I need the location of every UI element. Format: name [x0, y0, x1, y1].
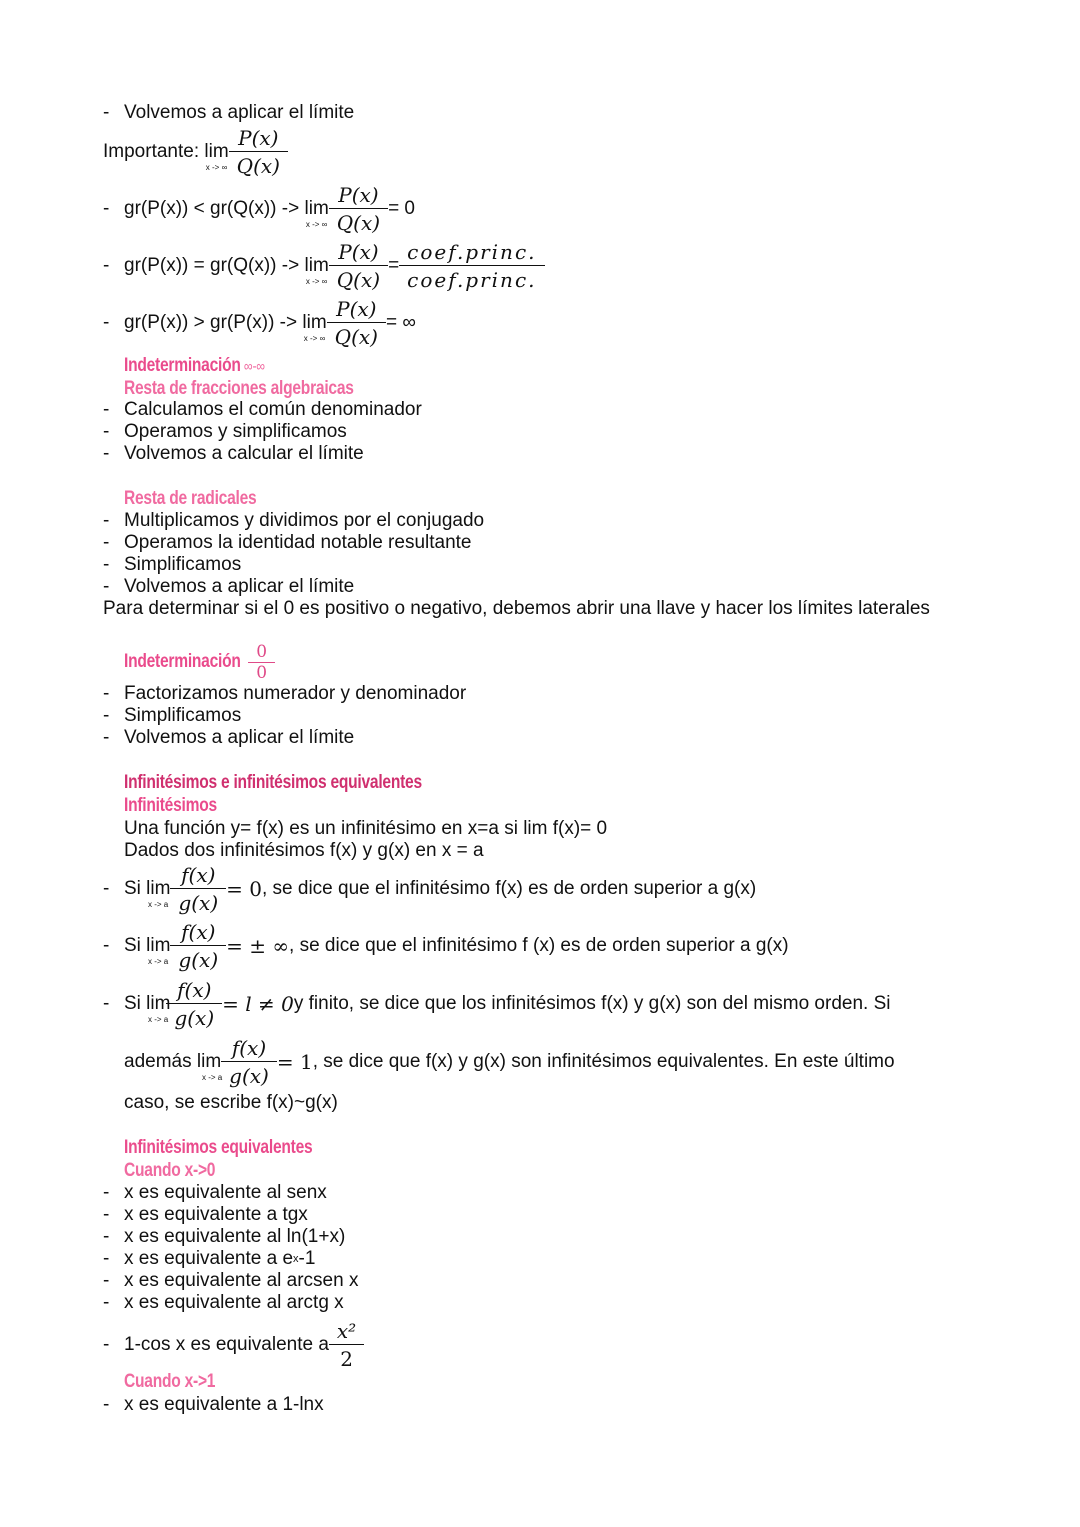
- bullet-text: 1-cos x es equivalente a: [124, 1334, 329, 1355]
- heading-text: Resta de fracciones algebraicas: [124, 378, 354, 399]
- bullet-text: Volvemos a aplicar el límite: [124, 727, 355, 748]
- denominator: g(x): [170, 888, 226, 917]
- denominator: g(x): [170, 945, 226, 974]
- rule-text: gr(P(x)) < gr(Q(x)) ->: [124, 198, 300, 219]
- lim-sub: x -> a: [148, 957, 169, 966]
- exponent: x: [293, 1253, 299, 1265]
- lim: [124, 1051, 223, 1082]
- fraction: [333, 1318, 360, 1373]
- rule-text: , se dice que el infinitésimo f (x) es de orden superior a g(x): [289, 935, 789, 956]
- fraction: [170, 977, 218, 1032]
- bullet-text: x es equivalente al ln(1+x): [124, 1226, 346, 1247]
- equals: = 1: [276, 1050, 313, 1074]
- denominator: Q(x): [329, 265, 388, 294]
- denominator: 0: [248, 662, 275, 683]
- bullet-text: x es equivalente al arctg x: [124, 1292, 344, 1313]
- lim-text: lim: [304, 255, 329, 276]
- lim-sub: x -> ∞: [205, 163, 228, 172]
- denominator: g(x): [166, 1003, 222, 1032]
- bullet-text: Simplificamos: [124, 705, 242, 726]
- numerator: f(x): [177, 977, 212, 1002]
- rule-text: y finito, se dice que los infinitésimos f(x) y g(x) son del mismo orden. Si: [293, 993, 891, 1014]
- lim: [204, 141, 229, 172]
- heading-text: Indeterminación: [124, 355, 241, 376]
- numerator: P(x): [336, 296, 377, 321]
- fraction: [233, 125, 284, 180]
- bullet-text: x es equivalente al arcsen x: [124, 1270, 359, 1291]
- heading-text: Indeterminación: [124, 651, 241, 672]
- lim-text: además lim: [124, 1051, 222, 1072]
- heading-symbol: ∞-∞: [243, 358, 265, 375]
- numerator: f(x): [231, 1035, 267, 1060]
- bullet-text: x es equivalente a tgx: [124, 1204, 308, 1225]
- equals: = l ≠ 0: [222, 992, 294, 1016]
- label: Importante:: [103, 141, 200, 162]
- rule-text: , se dice que el infinitésimo f(x) es de orden superior a g(x): [261, 878, 757, 899]
- paragraph-text: caso, se escribe f(x)~g(x): [124, 1092, 338, 1113]
- bullet-text: Factorizamos numerador y denominador: [124, 683, 467, 704]
- numerator: coef.princ.: [407, 239, 537, 264]
- fraction: [333, 239, 384, 294]
- lim-text: lim: [302, 312, 327, 333]
- numerator: 0: [256, 641, 268, 662]
- fraction: [174, 919, 222, 974]
- lim: [304, 255, 329, 286]
- denominator: Q(x): [327, 322, 386, 351]
- bullet-text: x es equivalente al senx: [124, 1182, 327, 1203]
- lim: [304, 198, 329, 229]
- lim: [302, 312, 327, 343]
- bullet-text: Volvemos a aplicar el límite: [124, 576, 355, 597]
- lim-text: Si lim: [124, 993, 171, 1014]
- bullet-text: Simplificamos: [124, 554, 242, 575]
- bullet-text: Volvemos a calcular el límite: [124, 443, 364, 464]
- result: = ∞: [385, 312, 416, 333]
- rule-text: gr(P(x)) = gr(Q(x)) ->: [124, 255, 300, 276]
- heading-text: Cuando x->1: [124, 1371, 216, 1392]
- denominator: Q(x): [329, 208, 388, 237]
- bullet-text: Multiplicamos y dividimos por el conjugado: [124, 510, 485, 531]
- bullet-text: x es equivalente a 1-lnx: [124, 1394, 324, 1415]
- lim-text: lim: [304, 198, 329, 219]
- lim-sub: x -> ∞: [305, 220, 328, 229]
- lim-text: Si lim: [124, 935, 171, 956]
- heading-text: Infinitésimos e infinitésimos equivalentes: [124, 772, 422, 793]
- equals: = ± ∞: [226, 934, 290, 958]
- lim-sub: x -> ∞: [305, 277, 328, 286]
- fraction: [174, 862, 222, 917]
- fraction: [225, 1035, 273, 1090]
- fraction: [333, 182, 384, 237]
- bullet-text: Operamos y simplificamos: [124, 421, 347, 442]
- numerator: f(x): [181, 919, 216, 944]
- denominator: coef.princ.: [399, 265, 544, 294]
- denominator: 2: [329, 1344, 364, 1373]
- numerator: P(x): [238, 125, 279, 150]
- result: = 0: [388, 198, 416, 219]
- heading-text: Infinitésimos equivalentes: [124, 1137, 313, 1158]
- coef-fraction: [403, 239, 540, 294]
- numerator: P(x): [338, 239, 379, 264]
- denominator: Q(x): [229, 151, 288, 180]
- bullet-text: Volvemos a aplicar el límite: [124, 102, 355, 123]
- heading-text: Resta de radicales: [124, 488, 257, 509]
- lim-sub: x -> a: [148, 900, 169, 909]
- denominator: g(x): [221, 1061, 277, 1090]
- lim: [124, 993, 171, 1024]
- fraction: [331, 296, 382, 351]
- heading-text: Infinitésimos: [124, 795, 217, 816]
- zero-fraction: [252, 642, 271, 683]
- equals: = 0: [226, 877, 262, 901]
- rule-text: , se dice que f(x) y g(x) son infinitésimos equivalentes. En este último: [312, 1051, 895, 1072]
- bullet-text-tail: -1: [298, 1248, 316, 1269]
- paragraph-text: Una función y= f(x) es un infinitésimo en x=a si lim f(x)= 0: [124, 818, 608, 839]
- paragraph-text: Dados dos infinitésimos f(x) y g(x) en x = a: [124, 840, 484, 861]
- lim-text: lim: [204, 141, 229, 162]
- lim-sub: x -> a: [202, 1073, 223, 1082]
- lim-text: Si lim: [124, 878, 171, 899]
- lim-sub: x -> ∞: [303, 334, 326, 343]
- numerator: f(x): [181, 862, 216, 887]
- numerator: x²: [336, 1318, 357, 1343]
- lim-sub: x -> a: [148, 1015, 169, 1024]
- bullet-text: Operamos la identidad notable resultante: [124, 532, 472, 553]
- note-text: Para determinar si el 0 es positivo o negativo, debemos abrir una llave y hacer los límites laterales: [103, 598, 930, 619]
- numerator: P(x): [338, 182, 379, 207]
- bullet-text: Calculamos el común denominador: [124, 399, 422, 420]
- lim: [124, 878, 171, 909]
- bullet-text: x es equivalente a e: [124, 1248, 294, 1269]
- rule-text: gr(P(x)) > gr(P(x)) ->: [124, 312, 298, 333]
- heading-text: Cuando x->0: [124, 1160, 216, 1181]
- lim: [124, 935, 171, 966]
- equals: =: [388, 255, 400, 276]
